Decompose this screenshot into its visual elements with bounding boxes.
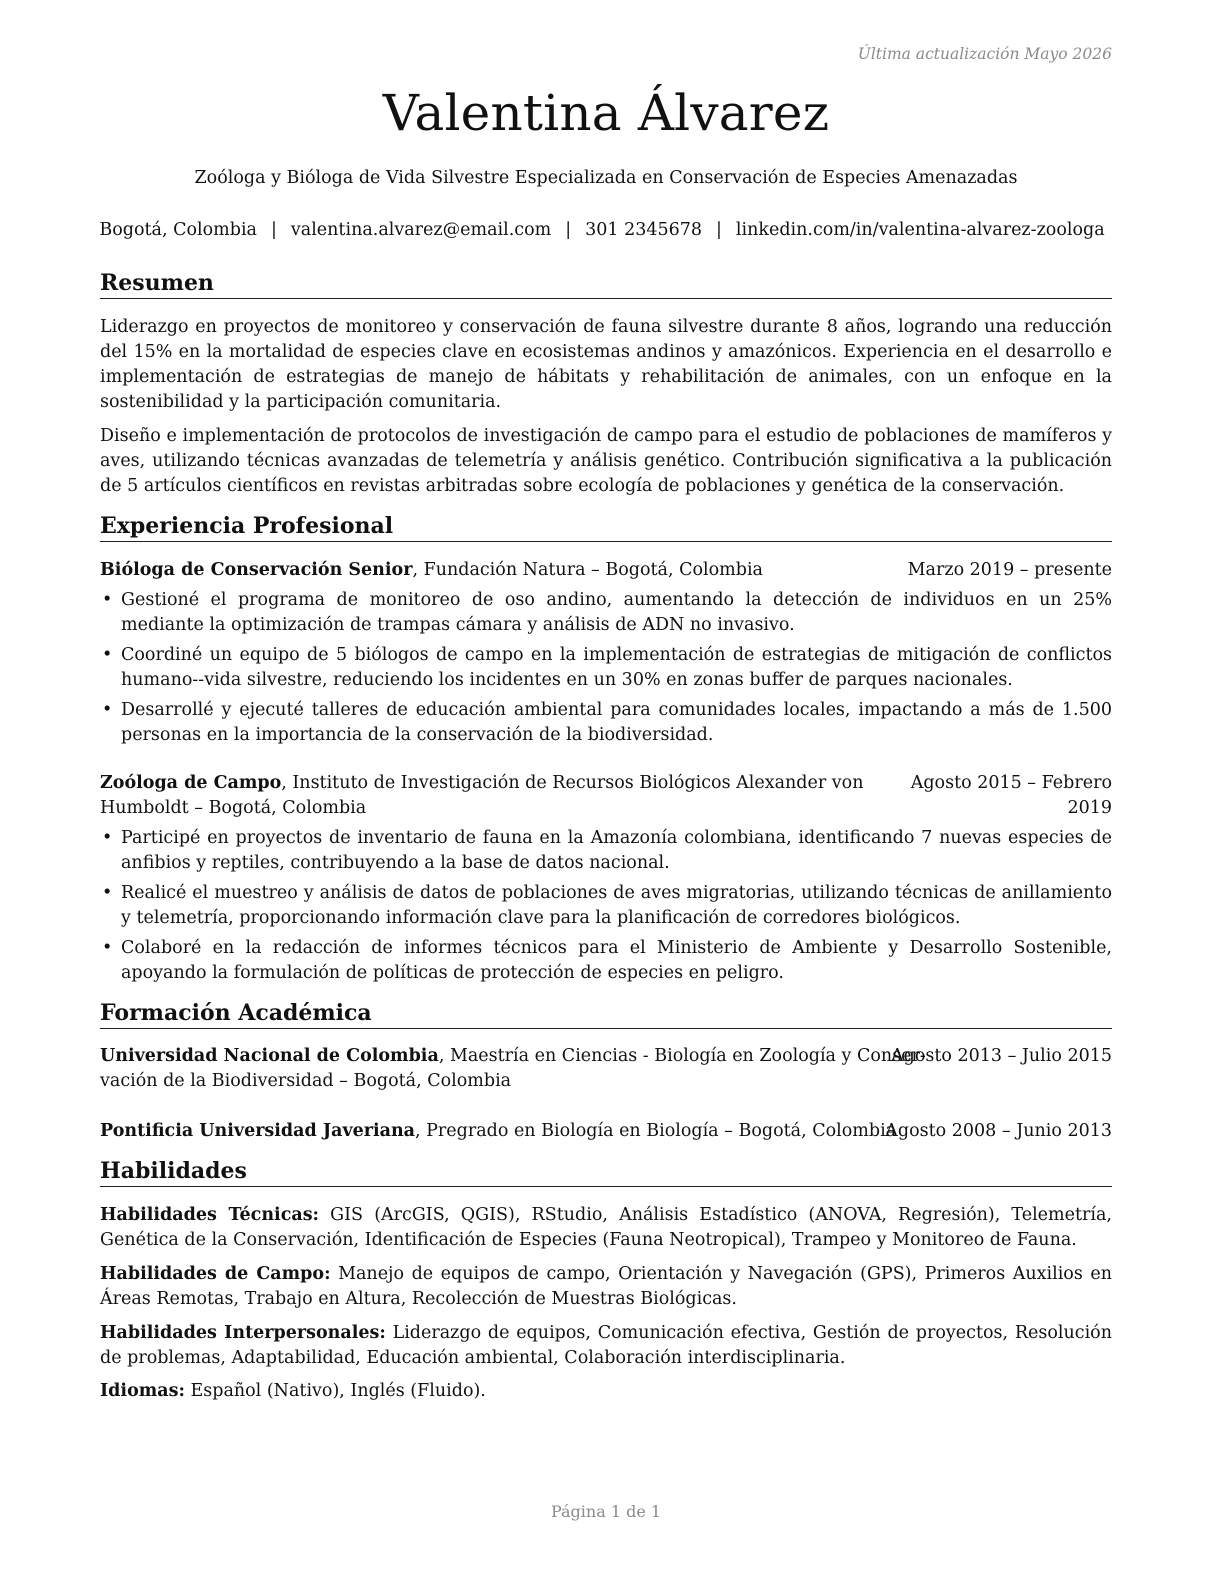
job-role: Bióloga de Conservación Senior	[100, 560, 413, 580]
section-title-summary: Resumen	[100, 270, 1112, 299]
summary-paragraph: Diseño e implementación de protocolos de investigación de campo para el estudio de poblaciones de mamíferos y aves, utilizando técnicas avanzadas de telemetría y análisis genético. Contribución significativa a la publicación de 5 artículos científicos en revistas arbitradas sobre ecología de poblaciones y genética de la conservación.	[100, 426, 1112, 496]
contact-location: Bogotá, Colombia	[99, 220, 257, 240]
list-item: • Gestioné el programa de monitoreo de oso andino, aumentando la detección de individuos en un 25% mediante la optimización de trampas cámara y análisis de ADN no invasivo.	[102, 590, 1112, 635]
job-bullets	[100, 588, 1112, 753]
job-org: , Fundación Natura – Bogotá, Colombia	[412, 560, 763, 580]
contact-separator: |	[565, 220, 572, 240]
education-degree: , Maestría en Ciencias - Biología en Zoología y Conser-	[438, 1046, 926, 1066]
education-school: Universidad Nacional de Colombia	[100, 1046, 439, 1066]
education-degree-line2: vación de la Biodiversidad – Bogotá, Colombia	[100, 1071, 512, 1091]
section-title-skills: Habilidades	[100, 1158, 1112, 1187]
skill-text: Español (Nativo), Inglés (Fluido).	[184, 1381, 486, 1401]
section-title-experience: Experiencia Profesional	[100, 513, 1112, 542]
skill-item	[100, 1321, 1112, 1371]
last-updated: Última actualización Mayo 2026	[857, 45, 1112, 63]
contact-separator: |	[270, 220, 277, 240]
job-org-line2: Humboldt – Bogotá, Colombia	[100, 798, 367, 818]
list-item: • Realicé el muestreo y análisis de datos de poblaciones de aves migratorias, utilizando técnicas de anillamiento y telemetría, proporcionando información clave para la planificación de corredores biológicos.	[102, 883, 1112, 928]
list-item: • Participé en proyectos de inventario de fauna en la Amazonía colombiana, identificando 7 nuevas especies de anfibios y reptiles, contribuyendo a la base de datos nacional.	[102, 828, 1112, 873]
education-entry	[100, 1044, 1112, 1094]
bullet-icon: •	[102, 938, 113, 958]
skill-label: Habilidades Interpersonales:	[100, 1323, 386, 1343]
bullet-icon: •	[102, 883, 113, 903]
job-header	[100, 771, 1112, 821]
contact-phone: 301 2345678	[585, 220, 703, 240]
contact-line	[96, 220, 1108, 240]
list-item: • Coordiné un equipo de 5 biólogos de campo en la implementación de estrategias de mitigación de conflictos humano--vida silvestre, reduciendo los incidentes en un 30% en zonas buffer de parques nacionales.	[102, 645, 1112, 690]
skill-label: Idiomas:	[100, 1381, 185, 1401]
job-role: Zoóloga de Campo	[100, 773, 282, 793]
education-dates: Agosto 2013 – Julio 2015	[890, 1046, 1112, 1066]
bullet-icon: •	[102, 700, 113, 720]
list-item: • Desarrollé y ejecuté talleres de educación ambiental para comunidades locales, impactando a más de 1.500 personas en la importancia de la conservación de la biodiversidad.	[102, 700, 1112, 745]
contact-separator: |	[716, 220, 722, 240]
bullet-icon: •	[102, 828, 113, 848]
skill-label: Habilidades de Campo:	[100, 1264, 331, 1284]
contact-linkedin[interactable]: linkedin.com/in/valentina-alvarez-zoologa	[735, 220, 1105, 240]
summary-paragraph: Liderazgo en proyectos de monitoreo y conservación de fauna silvestre durante 8 años, logrando una reducción del 15% en la mortalidad de especies clave en ecosistemas andinos y amazónicos. Experiencia en el desarrollo e implementación de estrategias de manejo de hábitats y rehabilitación de animales, con un enfoque en la sostenibilidad y la participación comunitaria.	[100, 317, 1112, 412]
candidate-name: Valentina Álvarez	[382, 84, 830, 142]
skill-text: Liderazgo de equipos, Comunicación efectiva, Gestión de proyectos, Resolución de problemas, Adaptabilidad, Educación ambiental, Colaboración interdisciplinaria.	[100, 1323, 1112, 1368]
job-dates: Marzo 2019 – presente	[907, 560, 1112, 580]
bullet-icon: •	[102, 645, 113, 665]
headline: Zoóloga y Bióloga de Vida Silvestre Especializada en Conservación de Especies Amenazadas	[194, 168, 1018, 188]
skill-text: GIS (ArcGIS, QGIS), RStudio, Análisis Estadístico (ANOVA, Regresión), Telemetría, Genética de la Conservación, Identificación de Especies (Fauna Neotropical), Trampeo y Monitoreo de Fauna.	[100, 1205, 1112, 1250]
section-title-education: Formación Académica	[100, 1000, 1112, 1029]
skill-item	[100, 1262, 1112, 1312]
contact-email[interactable]: valentina.alvarez@email.com	[290, 220, 552, 240]
job-dates-line2: 2019	[1067, 798, 1112, 818]
job-dates: Agosto 2015 – Febrero	[910, 773, 1112, 793]
skill-item	[100, 1379, 1112, 1404]
skill-text: Manejo de equipos de campo, Orientación y Navegación (GPS), Primeros Auxilios en Áreas Remotas, Trabajo en Altura, Recolección de Muestras Biológicas.	[100, 1264, 1112, 1309]
education-degree: , Pregrado en Biología en Biología – Bogotá, Colombia	[415, 1121, 897, 1141]
bullet-icon: •	[102, 590, 113, 610]
page-number: Página 1 de 1	[550, 1502, 662, 1521]
skill-label: Habilidades Técnicas:	[100, 1205, 320, 1225]
job-org: , Instituto de Investigación de Recursos Biológicos Alexander von	[281, 773, 864, 793]
education-school: Pontificia Universidad Javeriana	[100, 1121, 416, 1141]
list-item: • Colaboré en la redacción de informes técnicos para el Ministerio de Ambiente y Desarrollo Sostenible, apoyando la formulación de políticas de protección de especies en peligro.	[102, 938, 1112, 983]
education-dates: Agosto 2008 – Junio 2013	[885, 1121, 1112, 1141]
resume-page	[100, 0, 1112, 1584]
job-bullets	[100, 826, 1112, 991]
skill-item	[100, 1203, 1112, 1253]
